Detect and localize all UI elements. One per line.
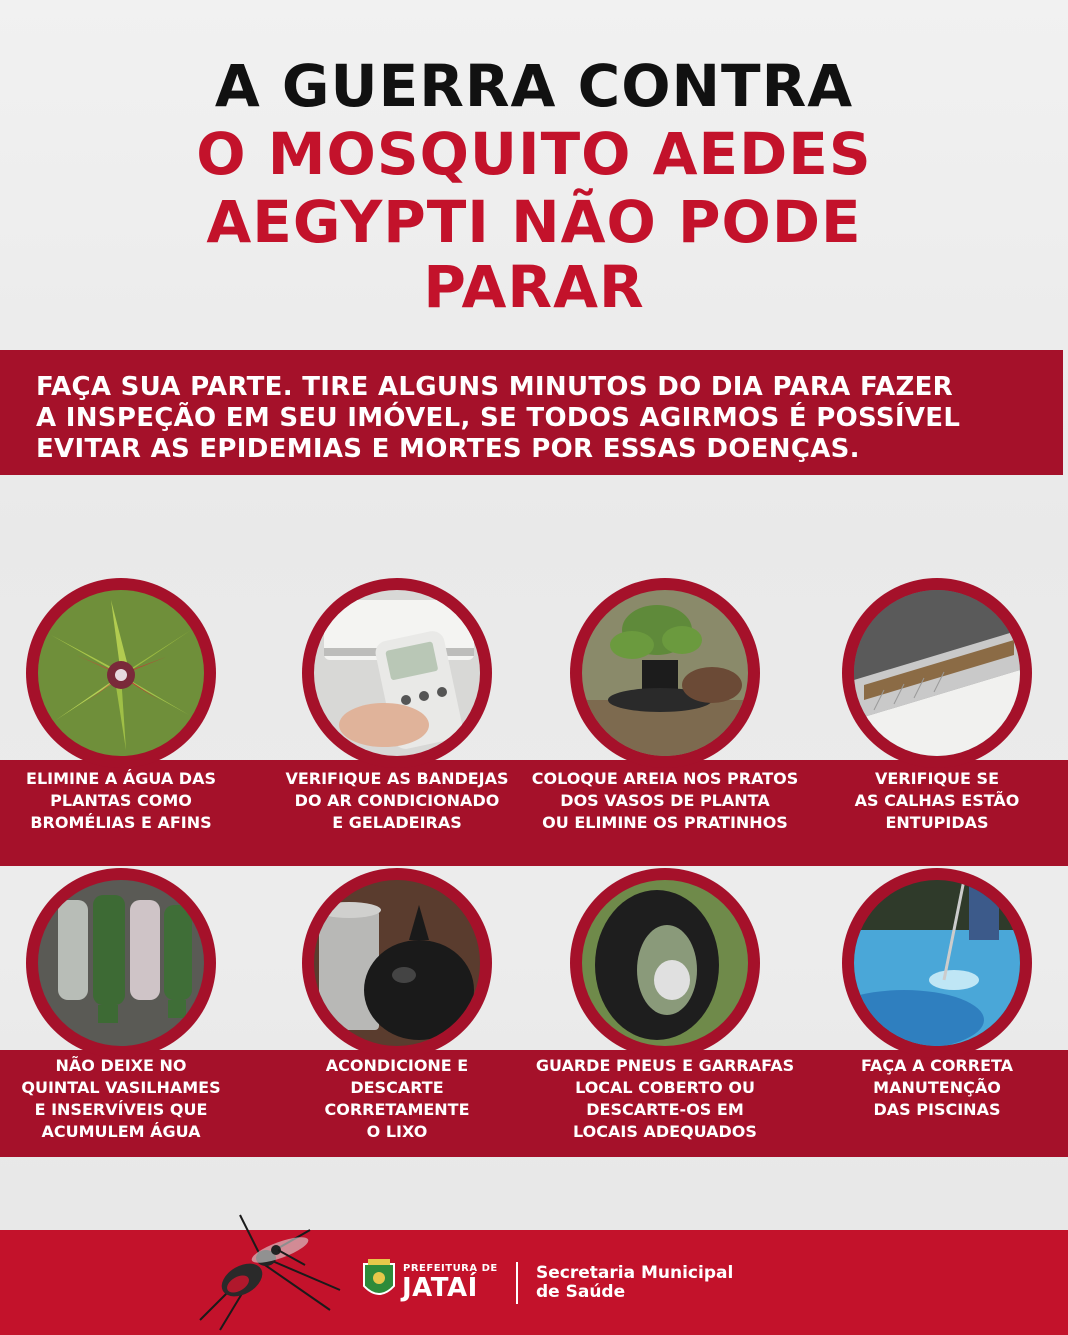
- tip-4-caption: VERIFIQUE SE AS CALHAS ESTÃO ENTUPIDAS: [854, 769, 1020, 832]
- secretaria-line-1: Secretaria Municipal: [536, 1263, 734, 1283]
- prefeitura-label: PREFEITURA DE: [403, 1263, 498, 1274]
- tip-2-photo: [302, 578, 492, 768]
- banner-line-3: EVITAR AS EPIDEMIAS E MORTES POR ESSAS DOENÇAS.: [36, 434, 860, 464]
- tip-1-photo: [26, 578, 216, 768]
- tip-1-caption: ELIMINE A ÁGUA DAS PLANTAS COMO BROMÉLIAS E AFINS: [26, 769, 216, 832]
- title-line-4: PARAR: [423, 253, 645, 321]
- secretaria-line-2: de Saúde: [536, 1282, 626, 1302]
- call-to-action-banner: [0, 350, 1063, 475]
- title-line-2: O MOSQUITO AEDES: [196, 120, 872, 188]
- footer-divider: [516, 1262, 518, 1304]
- title-line-3: AEGYPTI NÃO PODE: [206, 188, 862, 256]
- tip-6-photo: [302, 868, 492, 1058]
- tip-7-caption: GUARDE PNEUS E GARRAFAS LOCAL COBERTO OU DESCARTE-OS EM LOCAIS ADEQUADOS: [535, 1056, 795, 1141]
- banner-line-1: FAÇA SUA PARTE. TIRE ALGUNS MINUTOS DO DIA PARA FAZER: [36, 372, 953, 402]
- air-conditioner-remote-icon: [314, 590, 480, 756]
- footer-bar: [0, 1230, 1068, 1335]
- plant-pot-saucer-icon: [582, 590, 748, 756]
- bottles-icon: [38, 880, 204, 1046]
- tip-3-photo: [570, 578, 760, 768]
- bromeliad-plant-icon: [38, 590, 204, 756]
- tip-6-caption: ACONDICIONE E DESCARTE CORRETAMENTE O LIXO: [324, 1056, 470, 1141]
- tip-8-caption: FAÇA A CORRETA MANUTENÇÃO DAS PISCINAS: [860, 1056, 1014, 1119]
- tip-7-photo: [570, 868, 760, 1058]
- tip-2-caption: VERIFIQUE AS BANDEJAS DO AR CONDICIONADO E GELADEIRAS: [285, 769, 509, 832]
- tip-8-photo: [842, 868, 1032, 1058]
- roof-gutter-icon: [854, 590, 1020, 756]
- jatai-label: JATAÍ: [402, 1273, 478, 1303]
- tip-5-caption: NÃO DEIXE NO QUINTAL VASILHAMES E INSERVÍVEIS QUE ACUMULEM ÁGUA: [21, 1056, 221, 1141]
- tip-4-photo: [842, 578, 1032, 768]
- tire-icon: [582, 880, 748, 1046]
- banner-line-2: A INSPEÇÃO EM SEU IMÓVEL, SE TODOS AGIRMOS É POSSÍVEL: [36, 403, 961, 433]
- title-line-1: A GUERRA CONTRA: [214, 52, 854, 120]
- pool-cleaning-icon: [854, 880, 1020, 1046]
- tip-5-photo: [26, 868, 216, 1058]
- tip-3-caption: COLOQUE AREIA NOS PRATOS DOS VASOS DE PLANTA OU ELIMINE OS PRATINHOS: [531, 769, 799, 832]
- banner-text: [36, 372, 1046, 465]
- jatai-coat-of-arms-icon: [360, 1258, 398, 1304]
- trash-bag-icon: [314, 880, 480, 1046]
- mosquito-icon: [180, 1210, 350, 1335]
